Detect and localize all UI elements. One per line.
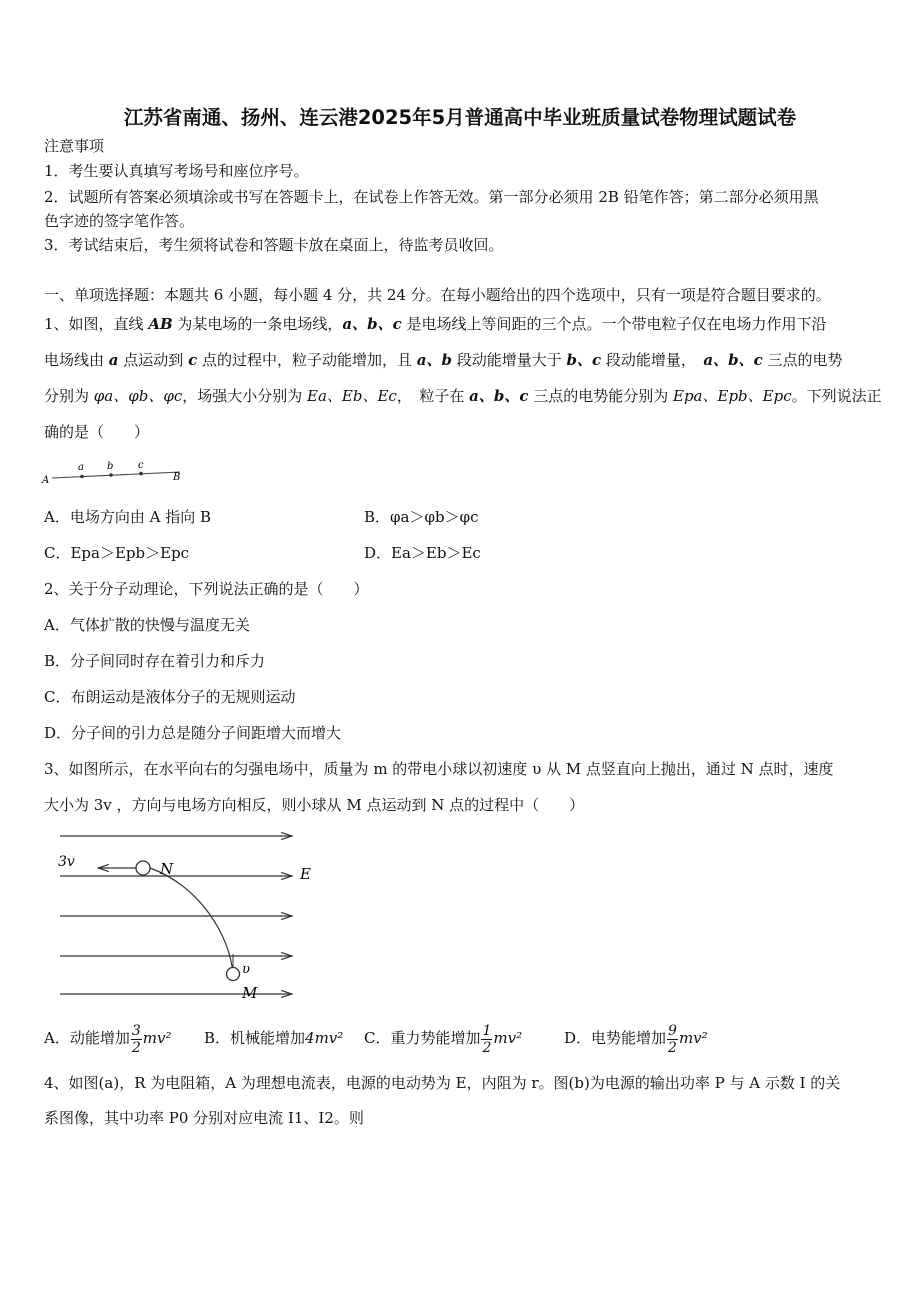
q2-option-c[interactable]: C．布朗运动是液体分子的无规则运动 [44, 688, 296, 706]
q3-option-c[interactable]: C．重力势能增加 $\frac{1}{2}$ mv² [364, 1022, 523, 1056]
q1-stem-line2: 电场线由 a 点运动到 c 点的过程中，粒子动能增加，且 a、b 段动能增量大于 b、c 段动能增量， a、b、c 三点的电势 [44, 351, 843, 369]
page-title: 江苏省南通、扬州、连云港2025年5月普通高中毕业班质量试卷物理试题试卷 [123, 106, 797, 129]
q2-option-d[interactable]: D．分子间的引力总是随分子间距增大而增大 [44, 724, 342, 742]
q2-option-b[interactable]: B．分子间同时存在着引力和斥力 [44, 652, 266, 670]
notice-item-2-cont: 色字迹的签字笔作答。 [44, 212, 195, 230]
q3-stem-line1: 3、如图所示，在水平向右的匀强电场中，质量为 m 的带电小球以初速度 υ 从 M 点竖直向上抛出，通过 N 点时，速度 [44, 760, 834, 778]
label-b: b [107, 461, 114, 472]
notice-item-1: 1．考生要认真填写考场号和座位序号。 [44, 162, 309, 180]
label-E: E [300, 865, 311, 883]
q1-stem-line4: 确的是（ ） [44, 423, 150, 441]
section1-heading: 一、单项选择题：本题共 6 小题，每小题 4 分，共 24 分。在每小题给出的四个选项中，只有一项是符合题目要求的。 [44, 286, 831, 304]
q2-option-a[interactable]: A．气体扩散的快慢与温度无关 [44, 616, 250, 634]
q1-field-line-figure [40, 458, 200, 488]
q3-option-d[interactable]: D．电势能增加 $\frac{9}{2}$ mv² [564, 1022, 708, 1056]
q3-electric-field-figure [50, 826, 330, 1006]
label-A: A [42, 475, 50, 486]
point-c [139, 472, 143, 476]
q4-stem-line1: 4、如图(a)，R 为电阻箱，A 为理想电流表，电源的电动势为 E，内阻为 r。图(b)为电源的输出功率 P 与 A 示数 I 的关 [44, 1074, 841, 1092]
label-c: c [138, 460, 144, 471]
fraction: $\frac{3}{2}$ [131, 1022, 141, 1056]
q1-option-d[interactable]: D．Ea＞Eb＞Ec [364, 544, 481, 562]
notice-item-2: 2．试题所有答案必须填涂或书写在答题卡上，在试卷上作答无效。第一部分必须用 2B 铅笔作答；第二部分必须用黑 [44, 188, 819, 206]
q2-stem: 2、关于分子动理论，下列说法正确的是（ ） [44, 580, 369, 598]
label-M: M [242, 984, 258, 1002]
q4-stem-line2: 系图像，其中功率 P0 分别对应电流 I1、I2。则 [44, 1109, 364, 1127]
notice-item-3: 3．考试结束后，考生须将试卷和答题卡放在桌面上，待监考员收回。 [44, 236, 504, 254]
q1-stem-line3: 分别为 φa、φb、φc，场强大小分别为 Ea、Eb、Ec， 粒子在 a、b、c 三点的电势能分别为 Epa、Epb、Epc。下列说法正 [44, 387, 882, 405]
point-b [109, 473, 113, 477]
q1-option-c[interactable]: C．Epa＞Epb＞Epc [44, 544, 190, 562]
label-a: a [78, 462, 84, 473]
label-v: υ [242, 962, 250, 977]
point-a [80, 475, 84, 479]
label-N: N [160, 860, 174, 878]
fraction: $\frac{9}{2}$ [668, 1022, 677, 1056]
q1-option-a[interactable]: A．电场方向由 A 指向 B [44, 508, 211, 526]
q1-option-b[interactable]: B．φa＞φb＞φc [364, 508, 479, 526]
q1-stem-line1: 1、如图，直线 AB 为某电场的一条电场线，a、b、c 是电场线上等间距的三个点。一个带电粒子仅在电场力作用下沿 [44, 315, 827, 333]
label-B: B [173, 472, 181, 483]
label-3v: 3v [58, 854, 75, 870]
ball-at-M [227, 968, 240, 981]
q3-option-a[interactable]: A．动能增加 $\frac{3}{2}$ mv² [44, 1022, 172, 1056]
notice-heading: 注意事项 [44, 137, 105, 155]
ball-at-N [136, 861, 150, 875]
trajectory [150, 868, 233, 974]
q3-option-b[interactable]: B．机械能增加4mv² [204, 1029, 344, 1047]
q3-stem-line2: 大小为 3v ，方向与电场方向相反，则小球从 M 点运动到 N 点的过程中（ ） [44, 796, 585, 814]
fraction: $\frac{1}{2}$ [482, 1022, 492, 1056]
